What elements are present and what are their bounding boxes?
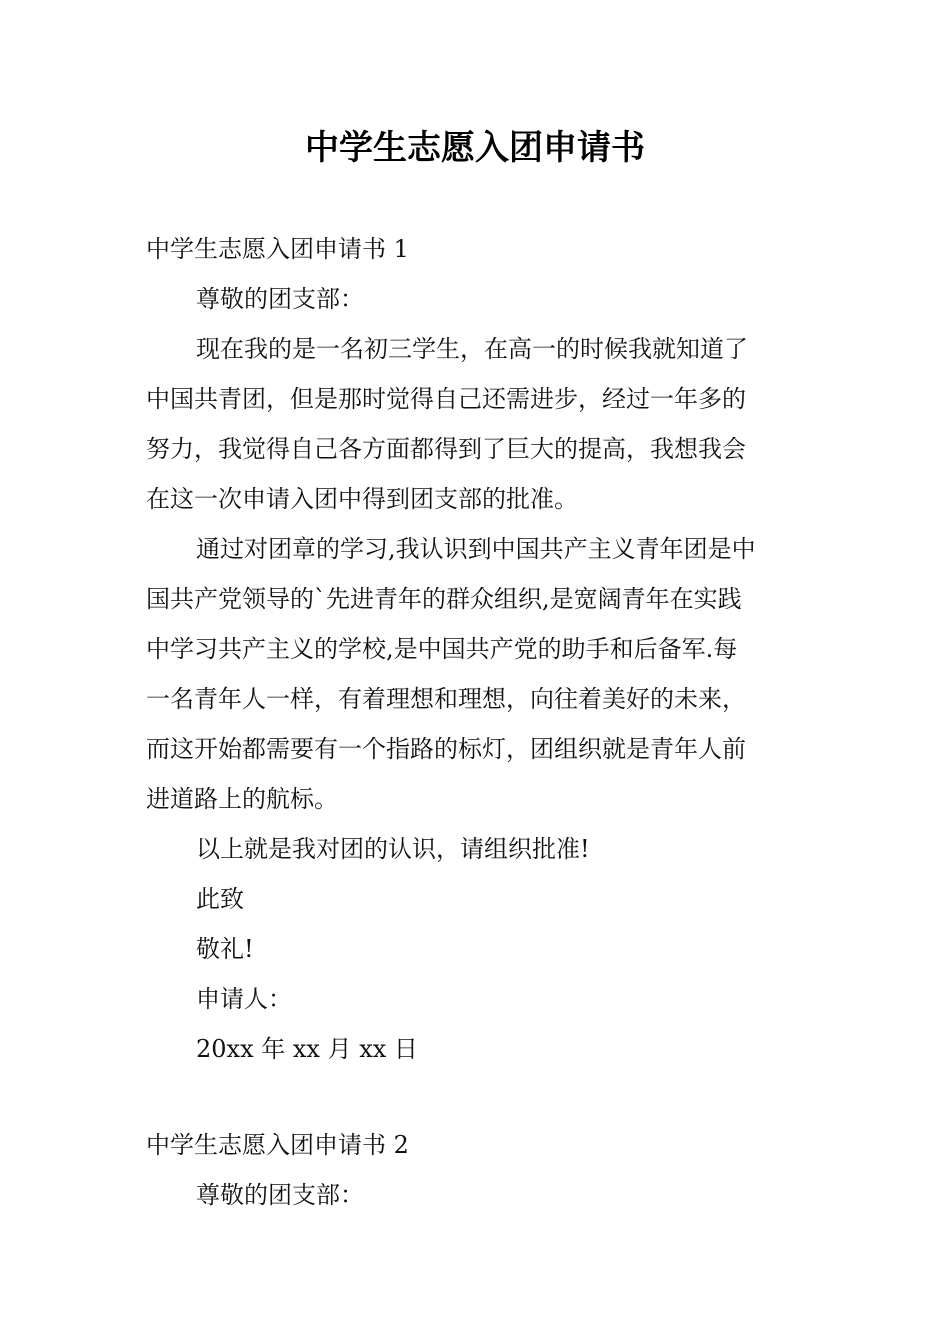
sign-off-jingli: 敬礼! xyxy=(196,935,254,963)
application-date: 20xx 年 xx 月 xx 日 xyxy=(196,1035,418,1063)
section-1-salutation: 尊敬的团支部： xyxy=(196,285,364,313)
paragraph-line: 而这开始都需要有一个指路的标灯，团组织就是青年人前 xyxy=(146,735,746,763)
paragraph-line: 国共产党领导的`先进青年的群众组织,是宽阔青年在实践 xyxy=(146,585,742,613)
paragraph-line: 现在我的是一名初三学生，在高一的时候我就知道了 xyxy=(196,335,748,363)
paragraph-line: 中学习共产主义的学校,是中国共产党的助手和后备军.每 xyxy=(146,635,738,663)
section-1-heading: 中学生志愿入团申请书 1 xyxy=(146,235,409,263)
section-1-paragraph-1 xyxy=(146,324,806,524)
section-1-paragraph-2 xyxy=(146,524,806,824)
paragraph-line: 在这一次申请入团中得到团支部的批准。 xyxy=(146,485,578,513)
paragraph-line: 进道路上的航标。 xyxy=(146,785,338,813)
paragraph-line: 通过对团章的学习,我认识到中国共产主义青年团是中 xyxy=(196,535,756,563)
applicant-label: 申请人： xyxy=(196,985,292,1013)
sign-off-cizhi: 此致 xyxy=(196,885,244,913)
document-body xyxy=(146,224,806,1220)
section-2-heading: 中学生志愿入团申请书 2 xyxy=(146,1131,409,1159)
document-title: 中学生志愿入团申请书 xyxy=(305,128,645,168)
section-2-salutation: 尊敬的团支部： xyxy=(196,1181,364,1209)
closing-statement: 以上就是我对团的认识，请组织批准! xyxy=(196,835,590,863)
section-divider-space xyxy=(146,1074,806,1120)
paragraph-line: 一名青年人一样，有着理想和理想，向往着美好的未来， xyxy=(146,685,746,713)
paragraph-line: 努力，我觉得自己各方面都得到了巨大的提高，我想我会 xyxy=(146,435,746,463)
paragraph-line: 中国共青团，但是那时觉得自己还需进步，经过一年多的 xyxy=(146,385,746,413)
